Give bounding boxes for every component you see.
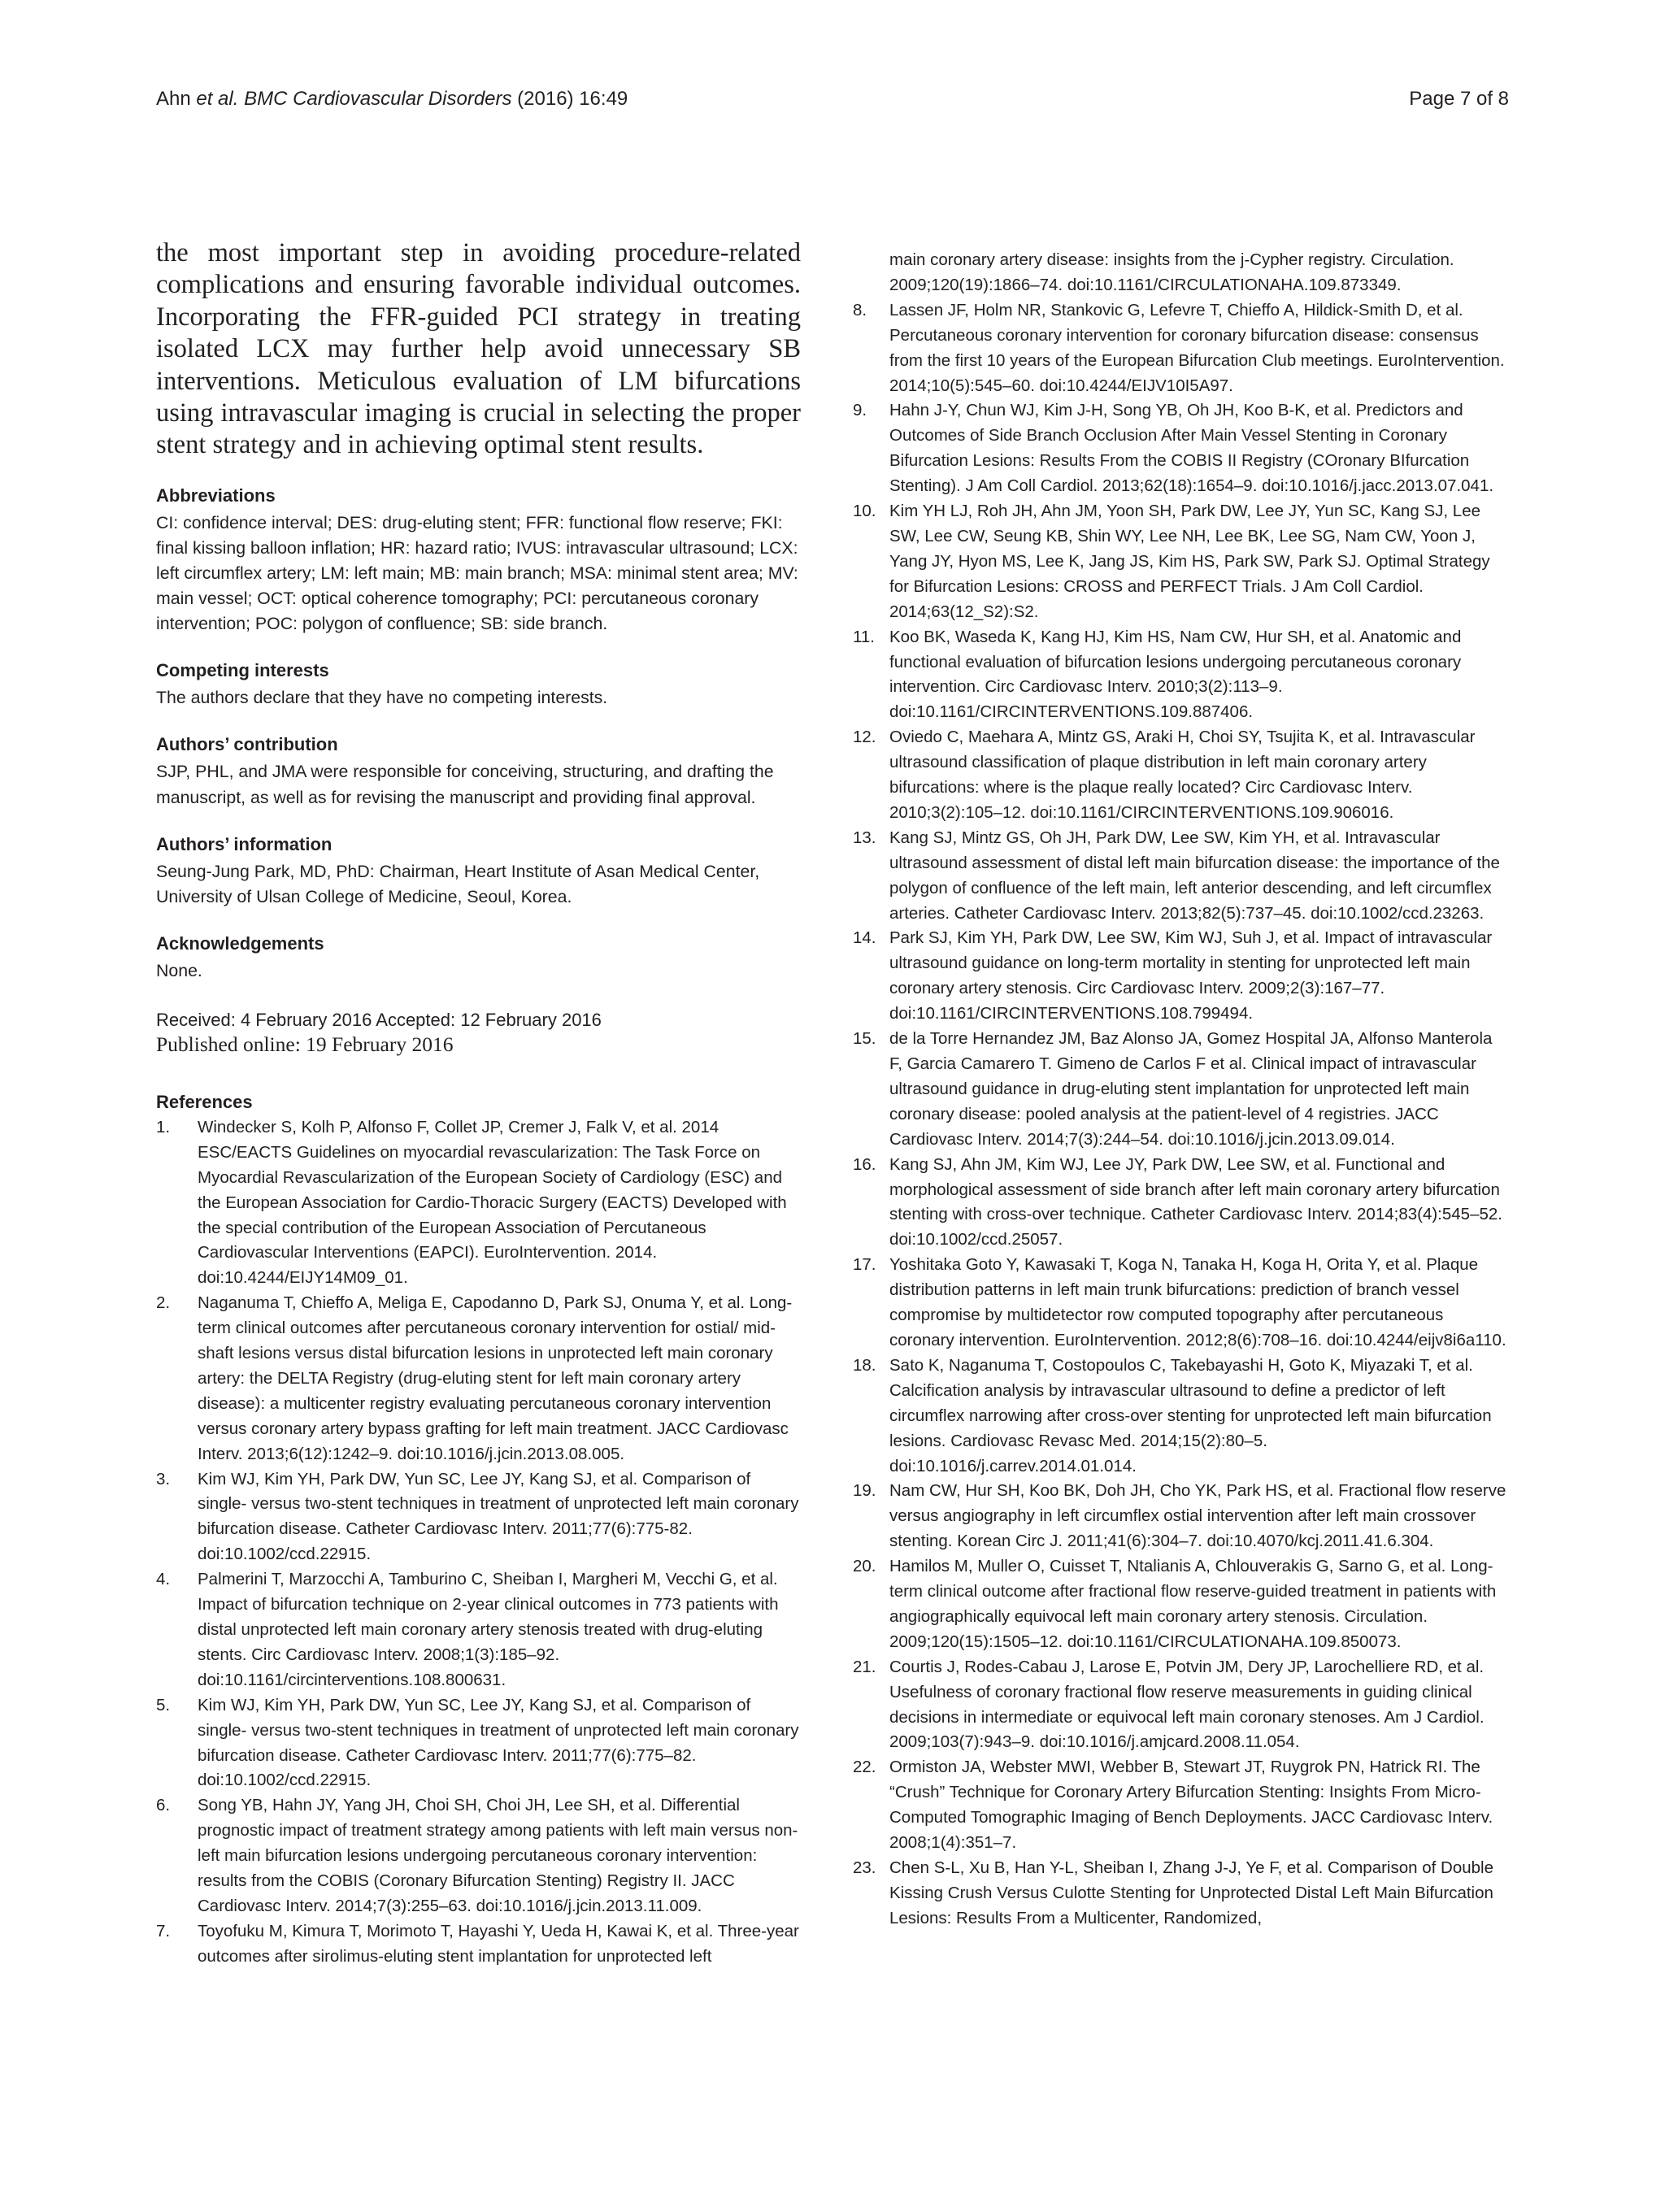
reference-number: 16. [853, 1154, 876, 1174]
reference-text: Windecker S, Kolh P, Alfonso F, Collet JP, Cremer J, Falk V, et al. 2014 ESC/EACTS Guidelines on myocardial revascularization: The Task Force on Myocardial Revascularization of the European Society of Cardiology (ESC) and the European Association for Cardio-Thoracic Surgery (EACTS) Developed with the special contribution of the European Association of Percutaneous Cardiovascular Interventions (EAPCI). EuroIntervention. 2014. doi:10.4244/EIJY14M09_01. [198, 1117, 787, 1288]
header-authors: Ahn [156, 88, 197, 110]
reference-item [156, 1693, 801, 1794]
reference-item [156, 1919, 801, 1970]
reference-number: 15. [853, 1029, 876, 1049]
received-accepted-date: Received: 4 February 2016 Accepted: 12 February 2016 [156, 1009, 602, 1030]
reference-item [853, 1479, 1509, 1554]
reference-item [853, 398, 1509, 499]
abbreviations-section [156, 485, 801, 637]
competing-interests-section [156, 659, 801, 711]
body-paragraph: the most important step in avoiding procedure-related complications and ensuring favorable individual outcomes. Incorporating the FFR-guided PCI strategy in treating isolated LCX may further help avoid unnecessary SB interventions. Meticulous evaluation of LM bifurcations using intravascular imaging is crucial in selecting the proper stent strategy and in achieving optimal stent results. [156, 238, 801, 460]
reference-text: Lassen JF, Holm NR, Stankovic G, Lefevre T, Chieffo A, Hildick-Smith D, et al. Percutaneous coronary intervention for coronary bifurcation disease: consensus from the first 10 years of the European Bifurcation Club meetings. EuroIntervention. 2014;10(5):545–60. doi:10.4244/EIJV10I5A97. [889, 300, 1505, 395]
publication-dates [156, 1008, 801, 1057]
references-heading: References [156, 1091, 253, 1112]
reference-number: 23. [853, 1858, 876, 1877]
reference-text: Kang SJ, Mintz GS, Oh JH, Park DW, Lee SW, Kim YH, et al. Intravascular ultrasound assessment of distal left main bifurcation disease: the importance of the polygon of confluence of the left main, left anterior descending, and left circumflex arteries. Catheter Cardiovasc Interv. 2013;82(5):737–45. doi:10.1002/ccd.23263. [889, 828, 1500, 923]
reference-item [853, 1856, 1509, 1932]
reference-number: 11. [853, 627, 875, 646]
page-header [156, 88, 1509, 120]
reference-item [156, 1291, 801, 1467]
reference-number: 8. [853, 300, 867, 319]
reference-number: 6. [156, 1796, 171, 1815]
reference-text: Courtis J, Rodes-Cabau J, Larose E, Potvin JM, Dery JP, Larochelliere RD, et al. Usefulness of coronary fractional flow reserve measurements in guiding clinical decisions in intermediate or equivocal left main coronary stenoses. Am J Cardiol. 2009;103(7):943–9. doi:10.1016/j.amjcard.2008.11.054. [889, 1657, 1485, 1752]
reference-item [156, 1115, 801, 1291]
reference-number: 20. [853, 1557, 876, 1576]
references-list-left [156, 1115, 801, 1970]
references-list-right [853, 298, 1509, 1932]
reference-text: Nam CW, Hur SH, Koo BK, Doh JH, Cho YK, Park HS, et al. Fractional flow reserve versus angiography in left circumflex ostial intervention after left main crossover stenting. Korean Circ J. 2011;41(6):304–7. doi:10.4070/kcj.2011.41.6.304. [889, 1481, 1506, 1551]
reference-text: Toyofuku M, Kimura T, Morimoto T, Hayashi Y, Ueda H, Kawai K, et al. Three-year outcomes after sirolimus-eluting stent implantation for unprotected left [198, 1921, 799, 1966]
authors-contribution-section [156, 733, 801, 810]
reference-number: 13. [853, 828, 876, 847]
right-column [853, 248, 1509, 1932]
reference-item [853, 1354, 1509, 1480]
reference-number: 9. [853, 401, 867, 420]
reference-text: Yoshitaka Goto Y, Kawasaki T, Koga N, Tanaka H, Koga H, Orita Y, et al. Plaque distribution patterns in left main trunk bifurcations: prediction of branch vessel compromise by multidetector row computed topography after percutaneous coronary intervention. EuroIntervention. 2012;8(6):708–16. doi:10.4244/eijv8i6a110. [889, 1255, 1506, 1349]
reference-item [853, 826, 1509, 927]
reference-text: Kim WJ, Kim YH, Park DW, Yun SC, Lee JY, Kang SJ, et al. Comparison of single- versus two-stent techniques in treatment of unprotected left main coronary bifurcation disease. Catheter Cardiovasc Interv. 2011;77(6):775-82. doi:10.1002/ccd.22915. [198, 1469, 799, 1564]
reference-item [853, 1655, 1509, 1756]
reference-text: de la Torre Hernandez JM, Baz Alonso JA, Gomez Hospital JA, Alfonso Manterola F, Garcia Camarero T. Gimeno de Carlos F et al. Clinical impact of intravascular ultrasound guidance in drug-eluting stent implantation for unprotected left main coronary disease: pooled analysis at the patient-level of 4 registries. JACC Cardiovasc Interv. 2014;7(3):244–54. doi:10.1016/j.jcin.2013.09.014. [889, 1029, 1493, 1149]
header-journal: et al. BMC Cardiovascular Disorders [196, 88, 512, 110]
running-title [156, 88, 628, 111]
reference-item [156, 1467, 801, 1568]
page-number: Page 7 of 8 [1409, 88, 1509, 110]
reference-number: 12. [853, 728, 876, 747]
authors-information-section [156, 833, 801, 910]
reference-number: 1. [156, 1117, 171, 1136]
reference-text: Park SJ, Kim YH, Park DW, Lee SW, Kim WJ, Suh J, et al. Impact of intravascular ultrasound guidance on long-term mortality in stenting for unprotected left main coronary artery stenosis. Circ Cardiovasc Interv. 2009;2(3):167–77. doi:10.1161/CIRCINTERVENTIONS.108.799494. [889, 928, 1493, 1023]
reference-number: 17. [853, 1255, 876, 1275]
reference-item [853, 1153, 1509, 1254]
reference-item [853, 499, 1509, 625]
reference-text: Koo BK, Waseda K, Kang HJ, Kim HS, Nam CW, Hur SH, et al. Anatomic and functional evaluation of bifurcation lesions undergoing percutaneous coronary intervention. Circ Cardiovasc Interv. 2010;3(2):113–9. doi:10.1161/CIRCINTERVENTIONS.109.887406. [889, 627, 1462, 722]
reference-number: 21. [853, 1657, 876, 1676]
reference-text: Palmerini T, Marzocchi A, Tamburino C, Sheiban I, Margheri M, Vecchi G, et al. Impact of bifurcation technique on 2-year clinical outcomes in 773 patients with distal unprotected left main coronary artery stenosis treated with drug-eluting stents. Circ Cardiovasc Interv. 2008;1(3):185–92. doi:10.1161/circinterventions.108.800631. [198, 1570, 779, 1689]
reference-text: Kim WJ, Kim YH, Park DW, Yun SC, Lee JY, Kang SJ, et al. Comparison of single- versus two-stent techniques in treatment of unprotected left main coronary bifurcation disease. Catheter Cardiovasc Interv. 2011;77(6):775–82. doi:10.1002/ccd.22915. [198, 1695, 799, 1790]
reference-number: 4. [156, 1570, 171, 1589]
reference-item [853, 926, 1509, 1027]
abbreviations-heading: Abbreviations [156, 485, 276, 506]
reference-text: Hamilos M, Muller O, Cuisset T, Ntalianis A, Chlouverakis G, Sarno G, et al. Long-term clinical outcome after fractional flow reserve-guided treatment in patients with angiographically equivocal left main coronary artery stenosis. Circulation. 2009;120(15):1505–12. doi:10.1161/CIRCULATIONAHA.109.850073. [889, 1557, 1497, 1651]
competing-interests-text: The authors declare that they have no competing interests. [156, 688, 608, 708]
reference-number: 3. [156, 1469, 171, 1488]
reference-item [853, 298, 1509, 399]
reference-number: 10. [853, 502, 876, 521]
reference-text: Kang SJ, Ahn JM, Kim WJ, Lee JY, Park DW, Lee SW, et al. Functional and morphological assessment of side branch after left main coronary artery bifurcation stenting with cross-over technique. Catheter Cardiovasc Interv. 2014;83(4):545–52. doi:10.1002/ccd.25057. [889, 1154, 1502, 1249]
reference-number: 22. [853, 1758, 876, 1777]
reference-item [156, 1567, 801, 1693]
reference-number: 2. [156, 1293, 171, 1313]
reference-text: Song YB, Hahn JY, Yang JH, Choi SH, Choi JH, Lee SH, et al. Differential prognostic impact of treatment strategy among patients with left main versus non-left main bifurcation lesions undergoing percutaneous coronary intervention: results from the COBIS (Coronary Bifurcation Stenting) Registry II. JACC Cardiovasc Interv. 2014;7(3):255–63. doi:10.1016/j.jcin.2013.11.009. [198, 1796, 798, 1915]
reference-number: 18. [853, 1355, 876, 1375]
header-citation: (2016) 16:49 [511, 88, 628, 110]
authors-contribution-heading: Authors’ contribution [156, 734, 338, 755]
reference-text: Sato K, Naganuma T, Costopoulos C, Takebayashi H, Goto K, Miyazaki T, et al. Calcification analysis by intravascular ultrasound to define a predictor of left circumflex narrowing after cross-over stenting for unprotected left main bifurcation lesions. Cardiovasc Revasc Med. 2014;15(2):80–5. doi:10.1016/j.carrev.2014.01.014. [889, 1355, 1492, 1475]
reference-text: Hahn J-Y, Chun WJ, Kim J-H, Song YB, Oh JH, Koo B-K, et al. Predictors and Outcomes of Side Branch Occlusion After Main Vessel Stenting in Coronary Bifurcation Lesions: Results From the COBIS II Registry (COronary BIfurcation Stenting). J Am Coll Cardiol. 2013;62(18):1654–9. doi:10.1016/j.jacc.2013.07.041. [889, 401, 1494, 496]
reference-item [853, 1027, 1509, 1153]
acknowledgements-text: None. [156, 960, 202, 980]
reference-number: 19. [853, 1481, 876, 1501]
left-column [156, 237, 801, 1970]
acknowledgements-heading: Acknowledgements [156, 932, 324, 954]
authors-information-text: Seung-Jung Park, MD, PhD: Chairman, Heart Institute of Asan Medical Center, University of Ulsan College of Medicine, Seoul, Korea. [156, 861, 760, 906]
reference-text: Naganuma T, Chieffo A, Meliga E, Capodanno D, Park SJ, Onuma Y, et al. Long-term clinical outcomes after percutaneous coronary intervention for ostial/ mid-shaft lesions versus distal bifurcation lesions in unprotected left main coronary artery: the DELTA Registry (drug-eluting stent for left main coronary artery disease): a multicenter registry evaluating percutaneous coronary intervention versus coronary artery bypass grafting for left main treatment. JACC Cardiovasc Interv. 2013;6(12):1242–9. doi:10.1016/j.jcin.2013.08.005. [198, 1293, 793, 1463]
reference-number: 5. [156, 1695, 171, 1714]
reference-text: Chen S-L, Xu B, Han Y-L, Sheiban I, Zhang J-J, Ye F, et al. Comparison of Double Kissing Crush Versus Culotte Stenting for Unprotected Distal Left Main Bifurcation Lesions: Results From a Multicenter, Randomized, [889, 1858, 1493, 1927]
reference-text: Oviedo C, Maehara A, Mintz GS, Araki H, Choi SY, Tsujita K, et al. Intravascular ultrasound classification of plaque distribution in left main coronary artery bifurcations: where is the plaque really located? Circ Cardiovasc Interv. 2010;3(2):105–12. doi:10.1161/CIRCINTERVENTIONS.109.906016. [889, 728, 1476, 822]
published-date: Published online: 19 February 2016 [156, 1032, 454, 1056]
reference-number: 14. [853, 928, 876, 948]
reference-item [156, 1793, 801, 1919]
reference-item [853, 725, 1509, 826]
competing-interests-heading: Competing interests [156, 660, 329, 681]
reference-continuation: main coronary artery disease: insights from the j-Cypher registry. Circulation. 2009;120(19):1866–74. doi:10.1161/CIRCULATIONAHA.109.873349. [889, 250, 1454, 294]
reference-item [853, 625, 1509, 726]
reference-item [853, 1554, 1509, 1655]
authors-information-heading: Authors’ information [156, 833, 333, 854]
authors-contribution-text: SJP, PHL, and JMA were responsible for conceiving, structuring, and drafting the manuscript, as well as for revising the manuscript and providing final approval. [156, 762, 774, 807]
acknowledgements-section [156, 932, 801, 984]
reference-text: Kim YH LJ, Roh JH, Ahn JM, Yoon SH, Park DW, Lee JY, Yun SC, Kang SJ, Lee SW, Lee CW, Seung KB, Shin WY, Lee NH, Lee BK, Lee SG, Nam CW, Yoon J, Yang JY, Hyon MS, Lee K, Jang JS, Kim HS, Park SW, Park SJ. Optimal Strategy for Bifurcation Lesions: CROSS and PERFECT Trials. J Am Coll Cardiol. 2014;63(12_S2):S2. [889, 502, 1490, 621]
abbreviations-text: CI: confidence interval; DES: drug-eluting stent; FFR: functional flow reserve; FKI: final kissing balloon inflation; HR: hazard ratio; IVUS: intravascular ultrasound; LCX: left circumflex artery; LM: left main; MB: main branch; MSA: minimal stent area; MV: main vessel; OCT: optical coherence tomography; PCI: percutaneous coronary intervention; POC: polygon of confluence; SB: side branch. [156, 512, 798, 634]
reference-text: Ormiston JA, Webster MWI, Webber B, Stewart JT, Ruygrok PN, Hatrick RI. The “Crush” Technique for Coronary Artery Bifurcation Stenting: Insights From Micro-Computed Tomographic Imaging of Bench Deployments. JACC Cardiovasc Interv. 2008;1(4):351–7. [889, 1758, 1493, 1853]
reference-item [853, 1253, 1509, 1354]
reference-number: 7. [156, 1921, 171, 1940]
reference-item [853, 1755, 1509, 1856]
